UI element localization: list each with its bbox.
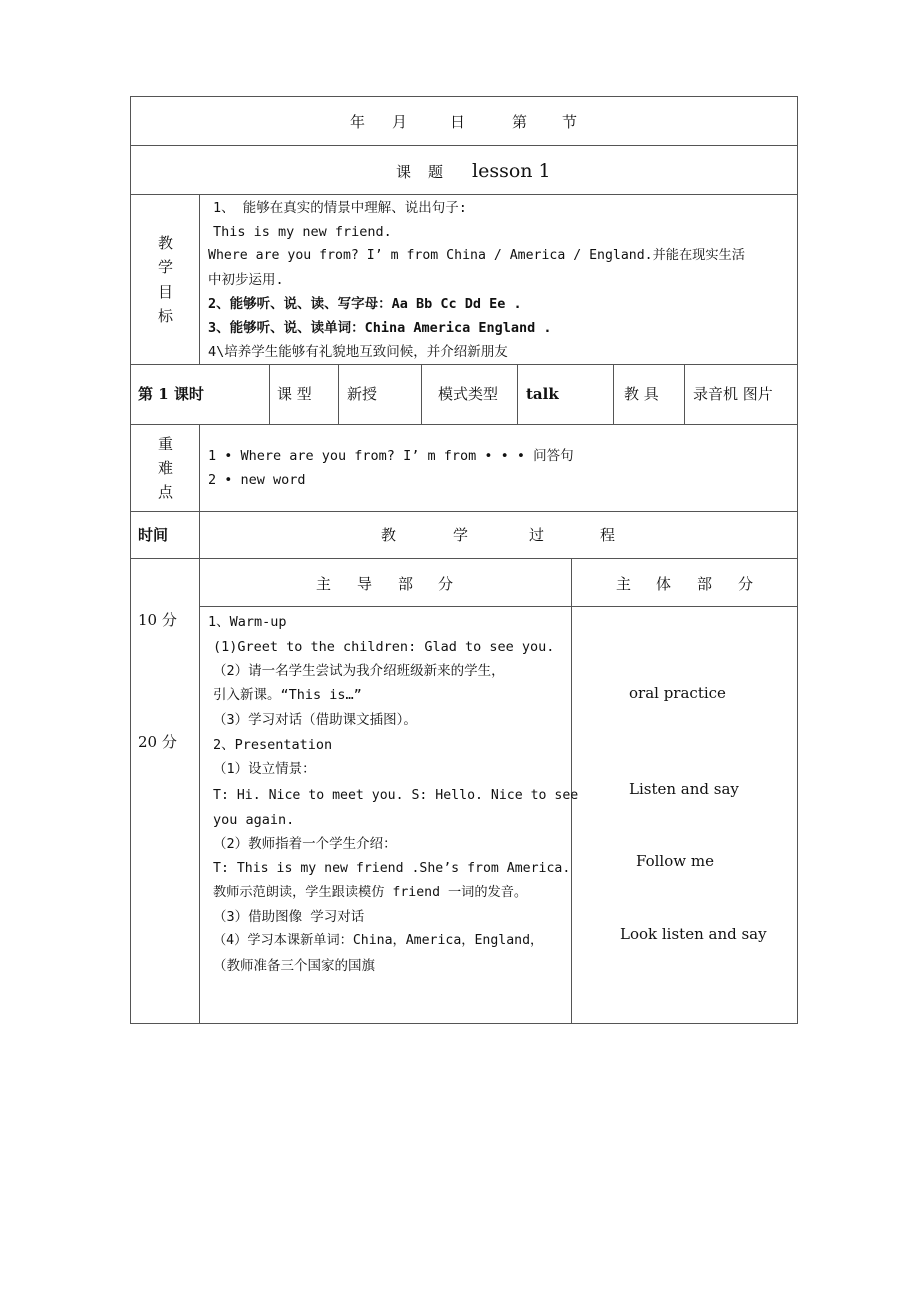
table-border-bottom — [130, 1023, 798, 1024]
row-divider — [130, 511, 798, 512]
process-title-char: 教 — [381, 526, 397, 544]
lead-header-char: 主 — [316, 575, 332, 593]
subject-item: Look listen and say — [620, 925, 767, 943]
lead-line: （3）学习对话（借助课文插图）。 — [213, 712, 417, 728]
lead-line: （4）学习本课新单词：China，America，England， — [213, 933, 544, 948]
lead-line: （3）借助图像 学习对话 — [213, 909, 365, 925]
objectives-label-char: 学 — [158, 258, 174, 276]
objective-line: 2、能够听、说、读、写字母：Aa Bb Cc Dd Ee . — [208, 296, 522, 312]
lead-line: 教师示范朗读，学生跟读模仿 friend 一词的发音。 — [213, 885, 528, 900]
lead-line: 2、Presentation — [213, 737, 333, 753]
objective-line: 4\培养学生能够有礼貌地互致问候，并介绍新朋友 — [208, 344, 508, 360]
table-border-right — [797, 96, 798, 1024]
objective-line: This is my new friend. — [213, 224, 392, 240]
key-points-label-char: 点 — [158, 483, 174, 501]
subject-header-char: 部 — [697, 575, 713, 593]
date-period: 节 — [562, 113, 578, 131]
row-divider — [130, 424, 798, 425]
type-value: 新授 — [347, 385, 378, 403]
key-point-line: 1 • Where are you from? I’ m from • • • 问答句 — [208, 448, 574, 464]
mode-value: talk — [526, 385, 559, 403]
key-point-line: 2 • new word — [208, 472, 306, 488]
col-divider — [199, 424, 200, 1024]
mode-label: 模式类型 — [438, 385, 499, 403]
lead-line: 1、Warm-up — [208, 614, 287, 630]
objectives-label-char: 标 — [158, 307, 174, 325]
key-points-label-char: 重 — [158, 435, 174, 453]
topic-value: lesson 1 — [472, 160, 551, 182]
date-day: 日 — [450, 113, 466, 131]
col-divider — [421, 364, 422, 424]
objective-line: 中初步运用. — [208, 272, 284, 288]
period-label: 第 1 课时 — [138, 385, 204, 403]
process-title-char: 程 — [600, 526, 616, 544]
lead-line: T: This is my new friend .She’s from America. — [213, 861, 571, 876]
lead-line: T: Hi. Nice to meet you. S: Hello. Nice to see — [213, 788, 579, 803]
col-divider — [199, 194, 200, 364]
key-points-label-char: 难 — [158, 459, 174, 477]
row-divider — [130, 364, 798, 365]
col-divider — [338, 364, 339, 424]
row-divider — [199, 606, 798, 607]
subject-header-char: 分 — [738, 575, 754, 593]
time-entry: 10 分 — [138, 611, 177, 629]
subject-item: Listen and say — [629, 780, 739, 798]
col-divider — [269, 364, 270, 424]
tools-label: 教 具 — [624, 385, 659, 403]
time-label: 时间 — [138, 526, 169, 544]
lead-line: （2）教师指着一个学生介绍： — [213, 836, 397, 852]
objectives-label-char: 目 — [158, 283, 174, 301]
table-border-left — [130, 96, 131, 1024]
col-divider — [684, 364, 685, 424]
time-entry: 20 分 — [138, 733, 177, 751]
lead-line: （1）设立情景： — [213, 761, 316, 777]
process-title-char: 学 — [453, 526, 469, 544]
row-divider — [130, 145, 798, 146]
lead-line: （2）请一名学生尝试为我介绍班级新来的学生， — [213, 663, 505, 679]
lead-header-char: 部 — [398, 575, 414, 593]
col-divider — [517, 364, 518, 424]
date-ordinal: 第 — [512, 113, 528, 131]
topic-label-2: 题 — [428, 163, 444, 181]
lead-line: 引入新课。“This is…” — [213, 687, 362, 703]
lead-line: you again. — [213, 812, 295, 828]
objective-line: 1、 能够在真实的情景中理解、说出句子: — [213, 200, 467, 216]
lead-line: (1)Greet to the children: Glad to see you. — [213, 639, 555, 655]
table-border-top — [130, 96, 798, 97]
subject-header-char: 主 — [616, 575, 632, 593]
date-year: 年 — [350, 113, 366, 131]
objectives-label-char: 教 — [158, 234, 174, 252]
tools-value: 录音机 图片 — [693, 385, 773, 403]
col-divider — [613, 364, 614, 424]
lead-line: （教师准备三个国家的国旗 — [213, 958, 375, 974]
row-divider — [130, 558, 798, 559]
type-label: 课 型 — [277, 385, 312, 403]
subject-item: Follow me — [636, 852, 714, 870]
row-divider — [130, 194, 798, 195]
date-month: 月 — [392, 113, 408, 131]
lead-header-char: 导 — [357, 575, 373, 593]
subject-header-char: 体 — [656, 575, 672, 593]
process-title-char: 过 — [529, 526, 545, 544]
objective-line: 3、能够听、说、读单词：China America England . — [208, 320, 552, 336]
objective-line: Where are you from? I’ m from China / America / England.并能在现实生活 — [208, 248, 745, 263]
subject-item: oral practice — [629, 684, 726, 702]
topic-label-1: 课 — [396, 163, 412, 181]
lead-header-char: 分 — [438, 575, 454, 593]
